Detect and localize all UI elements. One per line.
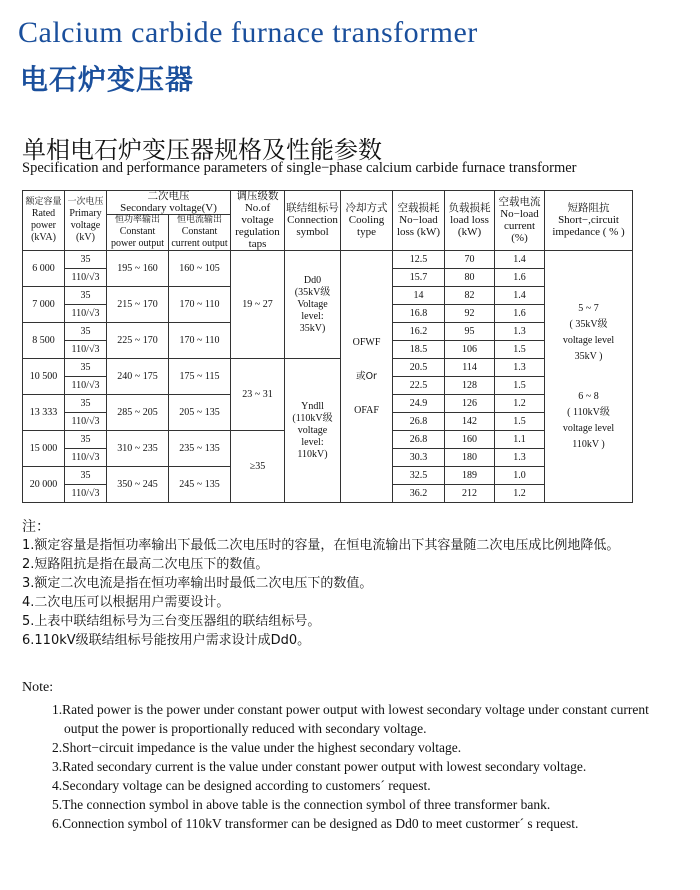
load-loss: 212 [445, 485, 495, 503]
noload-loss: 30.3 [393, 449, 445, 467]
taps-cell: 23 ~ 31 [231, 359, 285, 431]
header-rated-power: 额定容量 Rated power (kVA) [23, 191, 65, 251]
title-chinese: 电石炉变压器 [20, 63, 195, 96]
cooling-type-cell: OFWF 或Or OFAF [341, 251, 393, 503]
const-power-voltage: 195 ~ 160 [107, 251, 169, 287]
load-loss: 180 [445, 449, 495, 467]
noload-loss: 16.2 [393, 323, 445, 341]
primary-voltage-110: 110/√3 [65, 449, 107, 467]
note-cn-item: 4.二次电压可以根据用户需要设计。 [22, 595, 230, 610]
load-loss: 106 [445, 341, 495, 359]
note-en-item: 4.Secondary voltage can be designed according to customers´ request. [52, 778, 431, 793]
primary-voltage-110: 110/√3 [65, 305, 107, 323]
rated-power-cell: 6 000 [23, 251, 65, 287]
note-en-item: 5.The connection symbol in above table is the connection symbol of three transformer bank. [52, 797, 551, 812]
header-connection: 联结组标号 Connection symbol [285, 191, 341, 251]
header-constant-power: 恒功率输出 Constant power output [107, 215, 169, 251]
connection-symbol-35kv: Dd0 (35kV级 Voltage level: 35kV) [285, 251, 341, 359]
impedance-cell: 5 ~ 7 ( 35kV级 voltage level 35kV ) 6 ~ 8 ( 110kV级 voltage level 110kV ) [545, 251, 633, 503]
noload-current: 1.2 [495, 485, 545, 503]
header-secondary-voltage: 二次电压 Secondary voltage(V) [107, 191, 231, 215]
rated-power-cell: 8 500 [23, 323, 65, 359]
const-current-voltage: 205 ~ 135 [169, 395, 231, 431]
const-current-voltage: 175 ~ 115 [169, 359, 231, 395]
note-en-item: 6.Connection symbol of 110kV transformer can be designed as Dd0 to meet custormer´ s request. [52, 816, 579, 831]
primary-voltage-110: 110/√3 [65, 269, 107, 287]
note-cn-item: 5.上表中联结组标号为三台变压器组的联结组标号。 [22, 614, 321, 629]
noload-current: 1.4 [495, 287, 545, 305]
primary-voltage-35: 35 [65, 287, 107, 305]
noload-loss: 15.7 [393, 269, 445, 287]
noload-current: 1.1 [495, 431, 545, 449]
subtitle-english: Specification and performance parameters of single−phase calcium carbide furnace transformer [22, 160, 577, 176]
header-noload-loss: 空载损耗 No−load loss (kW) [393, 191, 445, 251]
note-cn-item: 6.110kV级联结组标号能按用户需求设计成Dd0。 [22, 633, 311, 648]
noload-loss: 14 [393, 287, 445, 305]
noload-current: 1.3 [495, 323, 545, 341]
rated-power-cell: 15 000 [23, 431, 65, 467]
noload-current: 1.2 [495, 395, 545, 413]
noload-loss: 26.8 [393, 413, 445, 431]
load-loss: 70 [445, 251, 495, 269]
load-loss: 114 [445, 359, 495, 377]
noload-current: 1.5 [495, 413, 545, 431]
primary-voltage-35: 35 [65, 467, 107, 485]
notes-chinese [22, 516, 682, 650]
noload-loss: 36.2 [393, 485, 445, 503]
noload-current: 1.3 [495, 359, 545, 377]
load-loss: 189 [445, 467, 495, 485]
header-taps: 调压级数 No.of voltage regulation taps [231, 191, 285, 251]
rated-power-cell: 7 000 [23, 287, 65, 323]
subtitle-chinese: 单相电石炉变压器规格及性能参数 [22, 136, 382, 164]
taps-cell: ≥35 [231, 431, 285, 503]
spec-table [22, 190, 633, 503]
noload-loss: 18.5 [393, 341, 445, 359]
load-loss: 82 [445, 287, 495, 305]
primary-voltage-35: 35 [65, 395, 107, 413]
load-loss: 128 [445, 377, 495, 395]
primary-voltage-35: 35 [65, 251, 107, 269]
const-current-voltage: 170 ~ 110 [169, 323, 231, 359]
noload-loss: 24.9 [393, 395, 445, 413]
noload-current: 1.5 [495, 341, 545, 359]
primary-voltage-35: 35 [65, 359, 107, 377]
const-power-voltage: 310 ~ 235 [107, 431, 169, 467]
header-impedance: 短路阻抗 Short−,circuit impedance ( % ) [545, 191, 633, 251]
primary-voltage-110: 110/√3 [65, 341, 107, 359]
const-current-voltage: 235 ~ 135 [169, 431, 231, 467]
const-current-voltage: 245 ~ 135 [169, 467, 231, 503]
primary-voltage-110: 110/√3 [65, 485, 107, 503]
const-power-voltage: 215 ~ 170 [107, 287, 169, 323]
notes-chinese-label: 注： [22, 519, 50, 535]
const-power-voltage: 285 ~ 205 [107, 395, 169, 431]
rated-power-cell: 20 000 [23, 467, 65, 503]
noload-current: 1.4 [495, 251, 545, 269]
rated-power-cell: 10 500 [23, 359, 65, 395]
const-power-voltage: 225 ~ 170 [107, 323, 169, 359]
note-cn-item: 2.短路阻抗是指在最高二次电压下的数值。 [22, 557, 269, 572]
header-cooling: 冷却方式 Cooling type [341, 191, 393, 251]
note-en-item: 1.Rated power is the power under constant power output with lowest secondary voltage under constant current output the power is proportionally reduced with secondary voltage. [52, 702, 649, 736]
load-loss: 92 [445, 305, 495, 323]
const-power-voltage: 350 ~ 245 [107, 467, 169, 503]
noload-loss: 32.5 [393, 467, 445, 485]
primary-voltage-35: 35 [65, 323, 107, 341]
header-primary-voltage: 一次电压 Primary voltage (kV) [65, 191, 107, 251]
note-en-item: 3.Rated secondary current is the value under constant power output with lowest secondary voltage. [52, 759, 587, 774]
load-loss: 126 [445, 395, 495, 413]
const-power-voltage: 240 ~ 175 [107, 359, 169, 395]
noload-current: 1.3 [495, 449, 545, 467]
noload-loss: 26.8 [393, 431, 445, 449]
load-loss: 160 [445, 431, 495, 449]
load-loss: 80 [445, 269, 495, 287]
noload-current: 1.6 [495, 269, 545, 287]
notes-english [52, 700, 652, 833]
title-english: Calcium carbide furnace transformer [18, 16, 478, 49]
rated-power-cell: 13 333 [23, 395, 65, 431]
header-noload-current: 空载电流 No−load current (%) [495, 191, 545, 251]
note-en-item: 2.Short−circuit impedance is the value under the highest secondary voltage. [52, 740, 462, 755]
note-cn-item: 3.额定二次电流是指在恒功率输出时最低二次电压下的数值。 [22, 576, 373, 591]
noload-loss: 20.5 [393, 359, 445, 377]
connection-symbol-110kv: Yndll (110kV级 voltage level: 110kV) [285, 359, 341, 503]
load-loss: 142 [445, 413, 495, 431]
primary-voltage-110: 110/√3 [65, 377, 107, 395]
taps-cell: 19 ~ 27 [231, 251, 285, 359]
noload-current: 1.5 [495, 377, 545, 395]
noload-loss: 22.5 [393, 377, 445, 395]
header-constant-current: 恒电流输出 Constant current output [169, 215, 231, 251]
notes-english-label: Note: [22, 680, 54, 695]
const-current-voltage: 160 ~ 105 [169, 251, 231, 287]
noload-loss: 12.5 [393, 251, 445, 269]
note-cn-item: 1.额定容量是指恒功率输出下最低二次电压时的容量，在恒电流输出下其容量随二次电压成比例地降低。 [22, 538, 620, 553]
primary-voltage-35: 35 [65, 431, 107, 449]
primary-voltage-110: 110/√3 [65, 413, 107, 431]
noload-current: 1.0 [495, 467, 545, 485]
noload-current: 1.6 [495, 305, 545, 323]
header-load-loss: 负载损耗 load loss (kW) [445, 191, 495, 251]
load-loss: 95 [445, 323, 495, 341]
noload-loss: 16.8 [393, 305, 445, 323]
const-current-voltage: 170 ~ 110 [169, 287, 231, 323]
